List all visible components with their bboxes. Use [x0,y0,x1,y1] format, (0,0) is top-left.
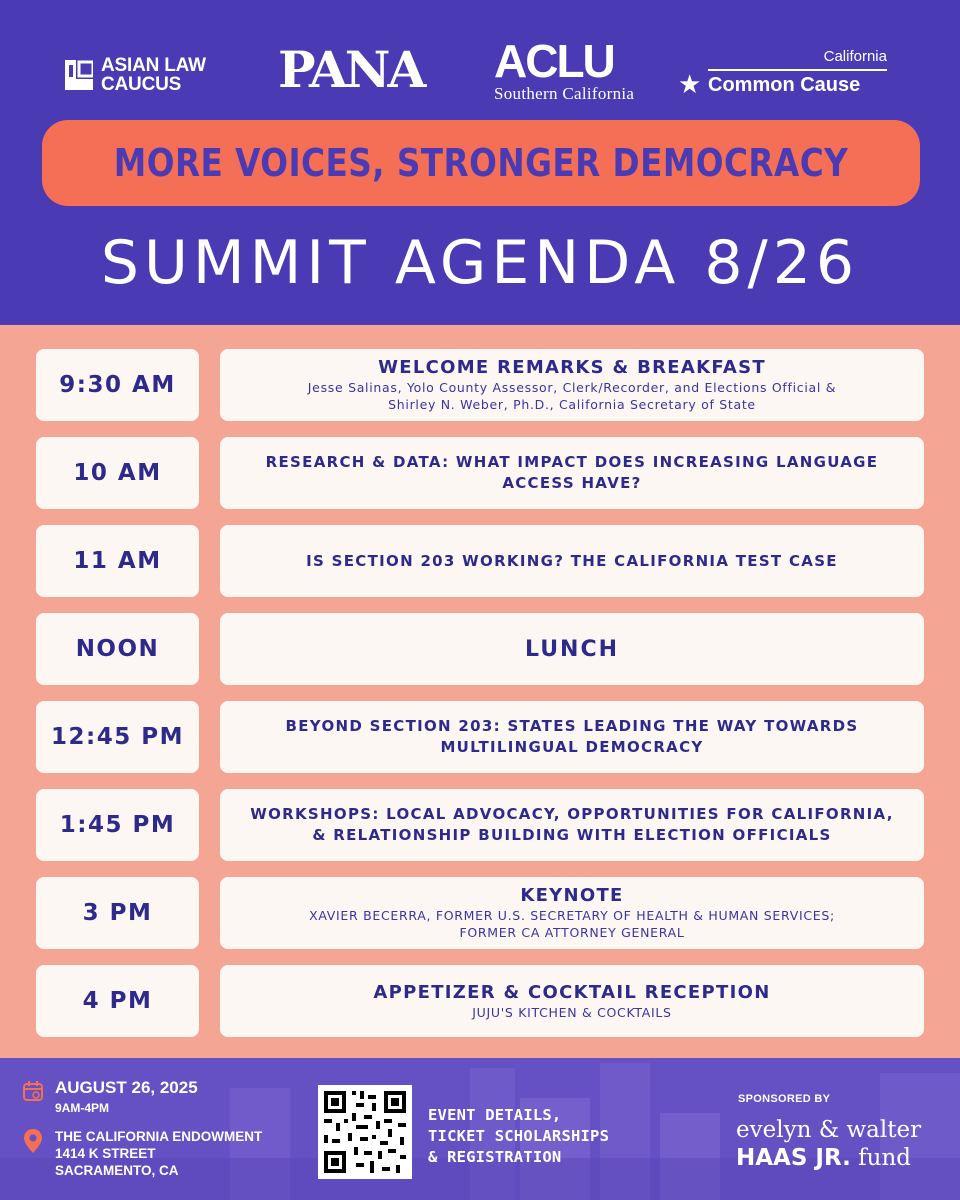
session-title: MULTILINGUAL DEMOCRACY [440,738,704,756]
sponsor-name-line-2 [736,1144,911,1172]
session-title: ACCESS HAVE? [502,474,642,492]
event-details-line: & REGISTRATION [428,1148,562,1166]
event-details-line: TICKET SCHOLARSHIPS [428,1127,610,1145]
session-speaker: Shirley N. Weber, Ph.D., California Secretary of State [388,397,756,412]
asian-law-caucus-logo [65,56,206,94]
session-cell [220,701,924,773]
session-speaker: FORMER CA ATTORNEY GENERAL [459,925,685,940]
sponsor-name-line-1: evelyn & walter [736,1117,922,1143]
event-location [55,1128,262,1179]
time-label: NOON [75,636,160,662]
time-cell [36,877,199,949]
session-title: BEYOND SECTION 203: STATES LEADING THE WAY TOWARDS [285,717,859,735]
event-details-line: EVENT DETAILS, [428,1106,562,1124]
session-cell [220,965,924,1037]
session-cell [220,349,924,421]
session-cell [220,437,924,509]
session-speaker: JUJU'S KITCHEN & COCKTAILS [472,1004,672,1020]
star-icon: ★ [678,70,702,100]
event-date: AUGUST 26, 2025 [55,1078,198,1097]
session-cell [220,789,924,861]
session-title: WORKSHOPS: LOCAL ADVOCACY, OPPORTUNITIES FOR CALIFORNIA, [250,805,894,823]
agenda-row [36,877,924,949]
time-cell [36,437,199,509]
agenda-row [36,349,924,421]
sponsor-name-rest: fund [858,1145,912,1171]
banner [42,120,920,206]
agenda-row [36,525,924,597]
calendar-icon [22,1080,44,1102]
event-details-text [428,1105,609,1168]
time-cell [36,349,199,421]
agenda-row [36,965,924,1037]
session-cell [220,877,924,949]
banner-text: MORE VOICES, STRONGER DEMOCRACY [113,141,849,185]
session-title: WELCOME REMARKS & BREAKFAST [378,357,766,378]
agenda-row [36,701,924,773]
session-title: KEYNOTE [520,885,624,906]
pana-logo [278,42,423,98]
common-cause-logo [678,48,890,98]
time-label: 10 AM [73,460,162,486]
sponsored-by-label: SPONSORED BY [738,1093,831,1105]
aclu-wordmark: ACLU [494,35,614,87]
pana-wordmark: PANA [278,40,424,99]
time-label: 1:45 PM [59,812,176,838]
location-pin-icon [23,1128,43,1154]
agenda-row [36,437,924,509]
header-section [0,0,960,325]
time-label: 3 PM [82,900,153,926]
event-hours: 9AM-4PM [55,1101,110,1115]
alc-line-2: CAUCUS [101,74,182,95]
page-title: SUMMIT AGENDA 8/26 [100,228,860,298]
logo-bar [0,35,960,108]
session-speaker: XAVIER BECERRA, FORMER U.S. SECRETARY OF HEALTH & HUMAN SERVICES; [309,908,835,923]
time-cell [36,701,199,773]
time-label: 11 AM [73,548,162,574]
qr-code[interactable] [318,1085,412,1179]
session-title: & RELATIONSHIP BUILDING WITH ELECTION OFFICIALS [312,826,832,844]
agenda-row [36,789,924,861]
time-label: 12:45 PM [51,724,184,750]
time-cell [36,789,199,861]
common-cause-state: California [823,48,887,65]
session-speaker: Jesse Salinas, Yolo County Assessor, Clerk/Recorder, and Elections Official & [307,380,837,395]
session-title: RESEARCH & DATA: WHAT IMPACT DOES INCREASING LANGUAGE [265,453,879,471]
session-cell [220,525,924,597]
session-title: LUNCH [524,636,620,662]
time-cell [36,525,199,597]
time-label: 4 PM [82,988,153,1014]
time-cell [36,613,199,685]
footer [0,1058,960,1200]
location-line: 1414 K STREET [55,1146,156,1161]
location-line: THE CALIFORNIA ENDOWMENT [55,1129,263,1144]
common-cause-wordmark: Common Cause [708,74,861,96]
agenda-row [36,613,924,685]
time-label: 9:30 AM [59,372,176,398]
asian-law-caucus-mark-icon [65,60,93,90]
alc-line-1: ASIAN LAW [101,55,206,76]
time-cell [36,965,199,1037]
common-cause-divider [708,69,887,71]
session-title: APPETIZER & COCKTAIL RECEPTION [373,981,771,1003]
session-title: IS SECTION 203 WORKING? THE CALIFORNIA TEST CASE [306,551,838,570]
session-cell [220,613,924,685]
sponsor-name-bold: HAAS JR. [736,1145,851,1171]
location-line: SACRAMENTO, CA [55,1163,179,1178]
aclu-subtitle: Southern California [494,84,635,103]
aclu-logo [494,35,635,104]
